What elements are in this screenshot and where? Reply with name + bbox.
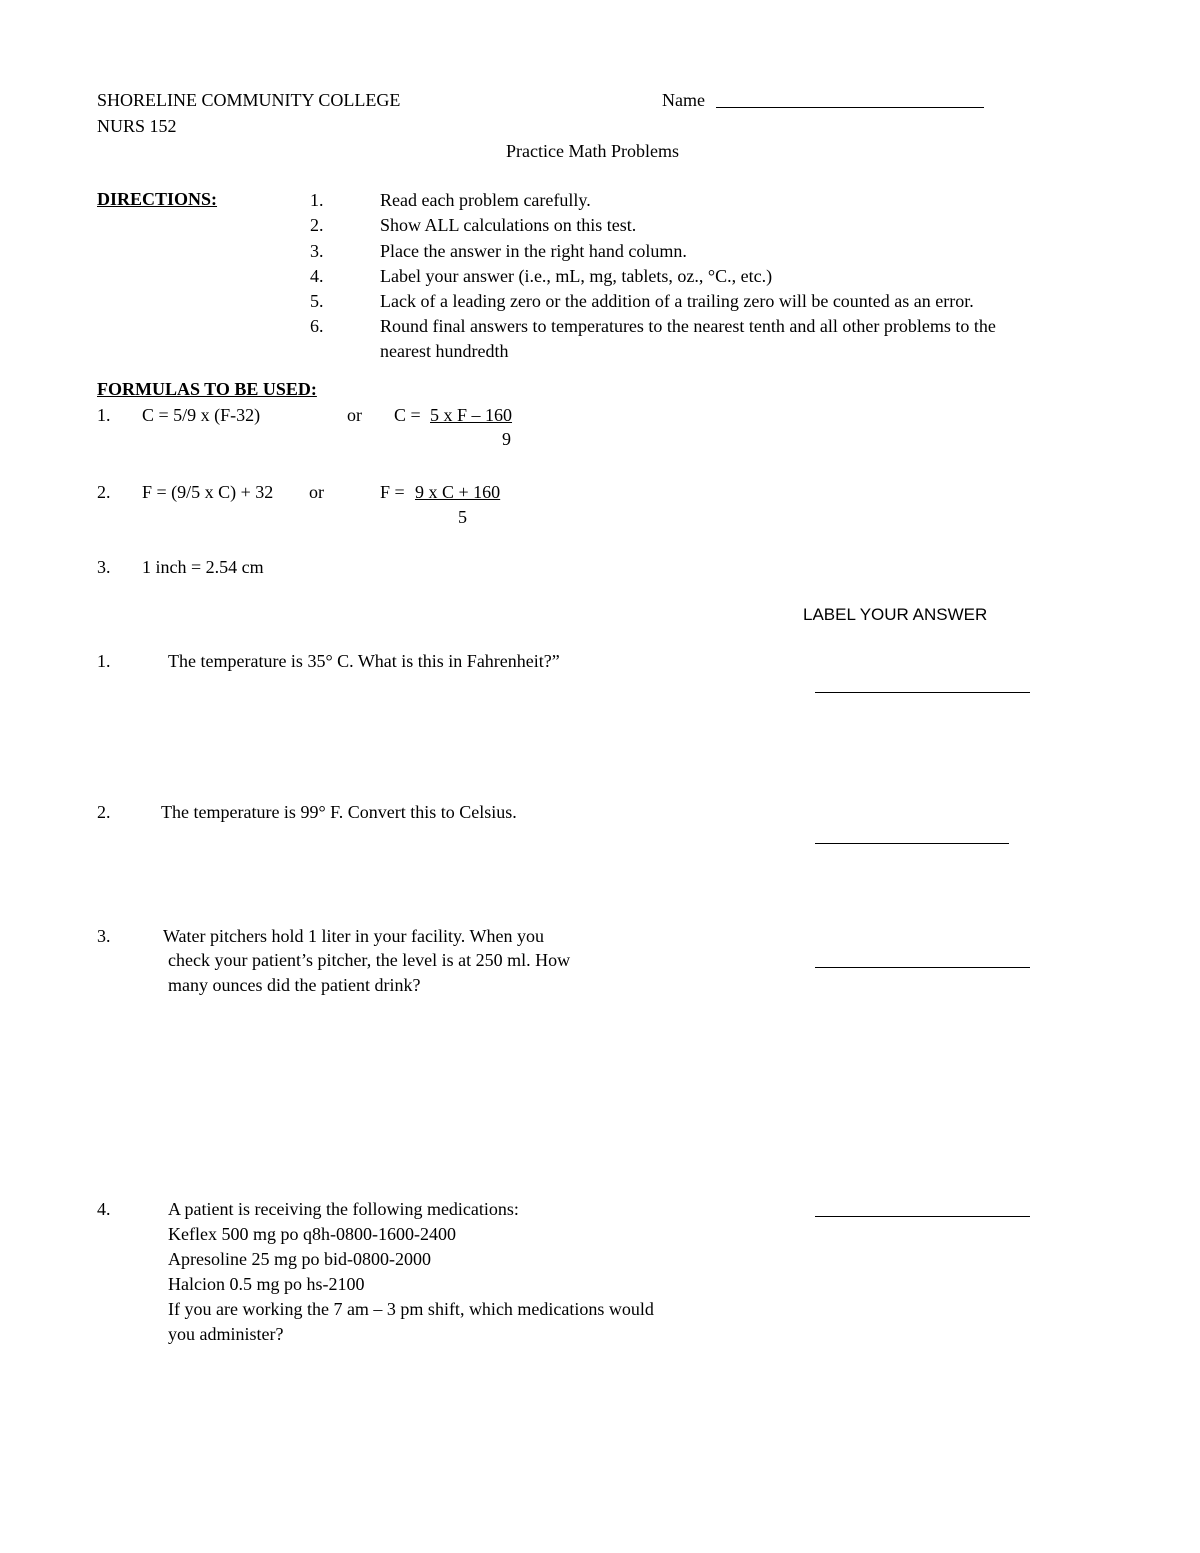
direction-number: 1. — [310, 190, 324, 210]
problem-text: Apresoline 25 mg po bid-0800-2000 — [168, 1249, 431, 1269]
name-label: Name — [662, 90, 705, 110]
direction-text-continued: nearest hundredth — [380, 341, 509, 361]
direction-text: Read each problem carefully. — [380, 190, 591, 210]
problem-text: The temperature is 35° C. What is this in Fahrenheit?” — [168, 651, 560, 671]
direction-number: 4. — [310, 266, 324, 286]
formulas-label: FORMULAS TO BE USED: — [97, 379, 317, 399]
direction-number: 5. — [310, 291, 324, 311]
formula-or: or — [347, 405, 362, 425]
problem-text: The temperature is 99° F. Convert this to Celsius. — [161, 802, 517, 822]
direction-text: Lack of a leading zero or the addition of a trailing zero will be counted as an error. — [380, 291, 974, 311]
problem-text: Keflex 500 mg po q8h-0800-1600-2400 — [168, 1224, 456, 1244]
formula-fahrenheit-simple: F = (9/5 x C) + 32 — [142, 482, 274, 502]
problem-number: 2. — [97, 802, 111, 822]
problem-text: you administer? — [168, 1324, 284, 1344]
direction-number: 6. — [310, 316, 324, 336]
formula-number: 1. — [97, 405, 111, 425]
problem-number: 4. — [97, 1199, 111, 1219]
problem-text: many ounces did the patient drink? — [168, 975, 421, 995]
formula-or: or — [309, 482, 324, 502]
problem-text: check your patient’s pitcher, the level is at 250 ml. How — [168, 950, 571, 970]
direction-text: Place the answer in the right hand column. — [380, 241, 687, 261]
problem-number: 1. — [97, 651, 111, 671]
formula-number: 2. — [97, 482, 111, 502]
directions-label: DIRECTIONS: — [97, 189, 218, 209]
problem-text: If you are working the 7 am – 3 pm shift, which medications would — [168, 1299, 654, 1319]
problem-number: 3. — [97, 926, 111, 946]
answer-column-label: LABEL YOUR ANSWER — [803, 605, 988, 624]
formula-celsius-numerator: 5 x F – 160 — [430, 405, 513, 425]
direction-text: Round final answers to temperatures to the nearest tenth and all other problems to the — [380, 316, 996, 336]
page-title: Practice Math Problems — [506, 141, 679, 161]
formula-celsius-simple: C = 5/9 x (F-32) — [142, 405, 261, 425]
formula-inch-conversion: 1 inch = 2.54 cm — [142, 557, 264, 577]
direction-text: Show ALL calculations on this test. — [380, 215, 637, 235]
answer-blank-4[interactable] — [815, 1216, 1030, 1217]
problem-text: Water pitchers hold 1 liter in your facility. When you — [163, 926, 544, 946]
problem-text: Halcion 0.5 mg po hs-2100 — [168, 1274, 365, 1294]
formula-fahrenheit-denominator: 5 — [458, 507, 467, 527]
course-code: NURS 152 — [97, 116, 177, 136]
formula-fahrenheit-prefix: F = — [380, 482, 405, 502]
answer-blank-1[interactable] — [815, 692, 1030, 693]
formula-celsius-denominator: 9 — [502, 429, 511, 449]
problem-text: A patient is receiving the following medications: — [168, 1199, 519, 1219]
answer-blank-2[interactable] — [815, 843, 1009, 844]
direction-number: 2. — [310, 215, 324, 235]
formula-fahrenheit-numerator: 9 x C + 160 — [415, 482, 501, 502]
direction-number: 3. — [310, 241, 324, 261]
direction-text: Label your answer (i.e., mL, mg, tablets, oz., °C., etc.) — [380, 266, 773, 286]
college-name: SHORELINE COMMUNITY COLLEGE — [97, 90, 401, 110]
formula-number: 3. — [97, 557, 111, 577]
formula-celsius-prefix: C = — [394, 405, 421, 425]
answer-blank-3[interactable] — [815, 967, 1030, 968]
name-blank-line[interactable] — [716, 107, 984, 108]
